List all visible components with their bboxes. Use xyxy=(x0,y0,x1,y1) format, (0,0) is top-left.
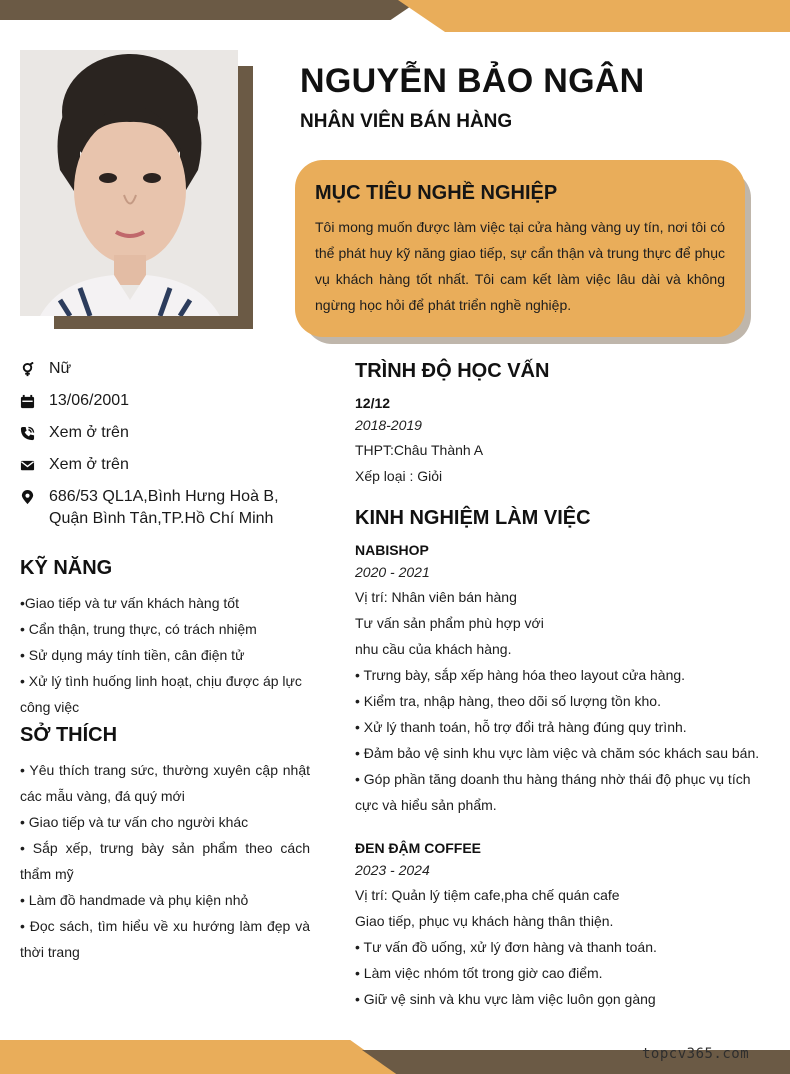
top-dark-stripe xyxy=(0,0,420,20)
calendar-icon xyxy=(20,390,49,412)
hobby-item: • Giao tiếp và tư vấn cho người khác xyxy=(20,814,249,830)
job-entry xyxy=(355,837,760,1012)
education-title: TRÌNH ĐỘ HỌC VẤN xyxy=(355,360,550,382)
education-school: THPT:Châu Thành A xyxy=(355,442,484,458)
hobby-item: • Sắp xếp, trưng bày sản phẩm theo cách thẩm mỹ xyxy=(20,840,310,882)
candidate-name: NGUYỄN BẢO NGÂN xyxy=(300,62,645,100)
education-period: 2018-2019 xyxy=(355,417,422,433)
contact-gender xyxy=(20,358,310,380)
education-level: 12/12 xyxy=(355,395,391,411)
gender-icon xyxy=(20,358,49,380)
job-entry xyxy=(355,539,760,818)
contact-email xyxy=(20,454,310,476)
objective-text: Tôi mong muốn được làm việc tại cửa hàng vàng uy tín, nơi tôi có thể phát huy kỹ năng giao tiếp, sự cẩn thận và trung thực để phục vụ khách hàng tốt nhất. Tôi cam kết làm việc lâu dài và không ngừng học hỏi để phát triển nghề nghiệp. xyxy=(315,219,725,313)
job-line: • Xử lý thanh toán, hỗ trợ đổi trả hàng đúng quy trình. xyxy=(355,719,687,735)
job-company: ĐEN ĐẬM COFFEE xyxy=(355,840,481,856)
location-pin-icon xyxy=(20,486,49,508)
watermark: topcv365.com xyxy=(642,1046,750,1062)
hobby-item: • Đọc sách, tìm hiểu về xu hướng làm đẹp và thời trang xyxy=(20,918,310,960)
job-line: Vị trí: Nhân viên bán hàng xyxy=(355,589,517,605)
education-section xyxy=(355,360,760,489)
job-line: • Kiểm tra, nhập hàng, theo dõi số lượng tồn kho. xyxy=(355,693,661,709)
job-line: • Tư vấn đồ uống, xử lý đơn hàng và thanh toán. xyxy=(355,939,657,955)
skill-item: • Sử dụng máy tính tiền, cân điện tử xyxy=(20,647,245,663)
birthday-value: 13/06/2001 xyxy=(49,392,130,409)
objective-box xyxy=(295,160,745,337)
skills-title: KỸ NĂNG xyxy=(20,557,113,579)
contact-birthday xyxy=(20,390,310,412)
education-grade: Xếp loại : Giỏi xyxy=(355,468,443,484)
experience-section xyxy=(355,507,760,1012)
hobbies-section xyxy=(20,724,310,965)
address-line-2: Quận Bình Tân,TP.Hồ Chí Minh xyxy=(49,510,274,527)
contact-address xyxy=(20,486,310,530)
job-line: • Trưng bày, sắp xếp hàng hóa theo layout cửa hàng. xyxy=(355,667,686,683)
job-line: Vị trí: Quản lý tiệm cafe,pha chế quán cafe xyxy=(355,887,620,903)
phone-icon xyxy=(20,422,49,444)
job-period: 2023 - 2024 xyxy=(355,862,430,878)
job-period: 2020 - 2021 xyxy=(355,564,430,580)
hobbies-title: SỞ THÍCH xyxy=(20,724,118,746)
phone-value: Xem ở trên xyxy=(49,424,129,441)
job-spacer xyxy=(355,818,760,828)
job-line: • Góp phần tăng doanh thu hàng tháng nhờ thái độ phục vụ tích cực và hiểu sản phẩm. xyxy=(355,771,751,813)
skill-item: •Giao tiếp và tư vấn khách hàng tốt xyxy=(20,595,239,611)
hobby-item: • Yêu thích trang sức, thường xuyên cập nhật các mẫu vàng, đá quý mới xyxy=(20,762,310,804)
job-line: nhu cầu của khách hàng. xyxy=(355,641,512,657)
objective-title: MỤC TIÊU NGHỀ NGHIỆP xyxy=(315,182,558,204)
job-company: NABISHOP xyxy=(355,542,429,558)
profile-photo xyxy=(20,50,238,316)
gender-value: Nữ xyxy=(49,360,72,377)
contact-phone xyxy=(20,422,310,444)
bottom-gold-stripe xyxy=(0,1040,398,1074)
job-line: • Làm việc nhóm tốt trong giờ cao điểm. xyxy=(355,965,603,981)
job-line: Tư vấn sản phẩm phù hợp với xyxy=(355,615,544,631)
contact-info xyxy=(20,358,310,540)
job-line: • Đảm bảo vệ sinh khu vực làm việc và chăm sóc khách sau bán. xyxy=(355,745,760,761)
job-title: NHÂN VIÊN BÁN HÀNG xyxy=(300,111,513,132)
top-gold-stripe xyxy=(398,0,790,32)
email-value: Xem ở trên xyxy=(49,456,129,473)
skill-item: • Cẩn thận, trung thực, có trách nhiệm xyxy=(20,621,257,637)
email-icon xyxy=(20,454,49,476)
skills-section xyxy=(20,557,310,720)
hobby-item: • Làm đồ handmade và phụ kiện nhỏ xyxy=(20,892,249,908)
address-value xyxy=(49,486,279,530)
job-line: Giao tiếp, phục vụ khách hàng thân thiện. xyxy=(355,913,614,929)
portrait-illustration xyxy=(20,50,238,316)
experience-title: KINH NGHIỆM LÀM VIỆC xyxy=(355,507,591,529)
skill-item: • Xử lý tình huống linh hoạt, chịu được áp lực công việc xyxy=(20,673,302,715)
address-line-1: 686/53 QL1A,Bình Hưng Hoà B, xyxy=(49,488,279,505)
job-line: • Giữ vệ sinh và khu vực làm việc luôn gọn gàng xyxy=(355,991,656,1007)
